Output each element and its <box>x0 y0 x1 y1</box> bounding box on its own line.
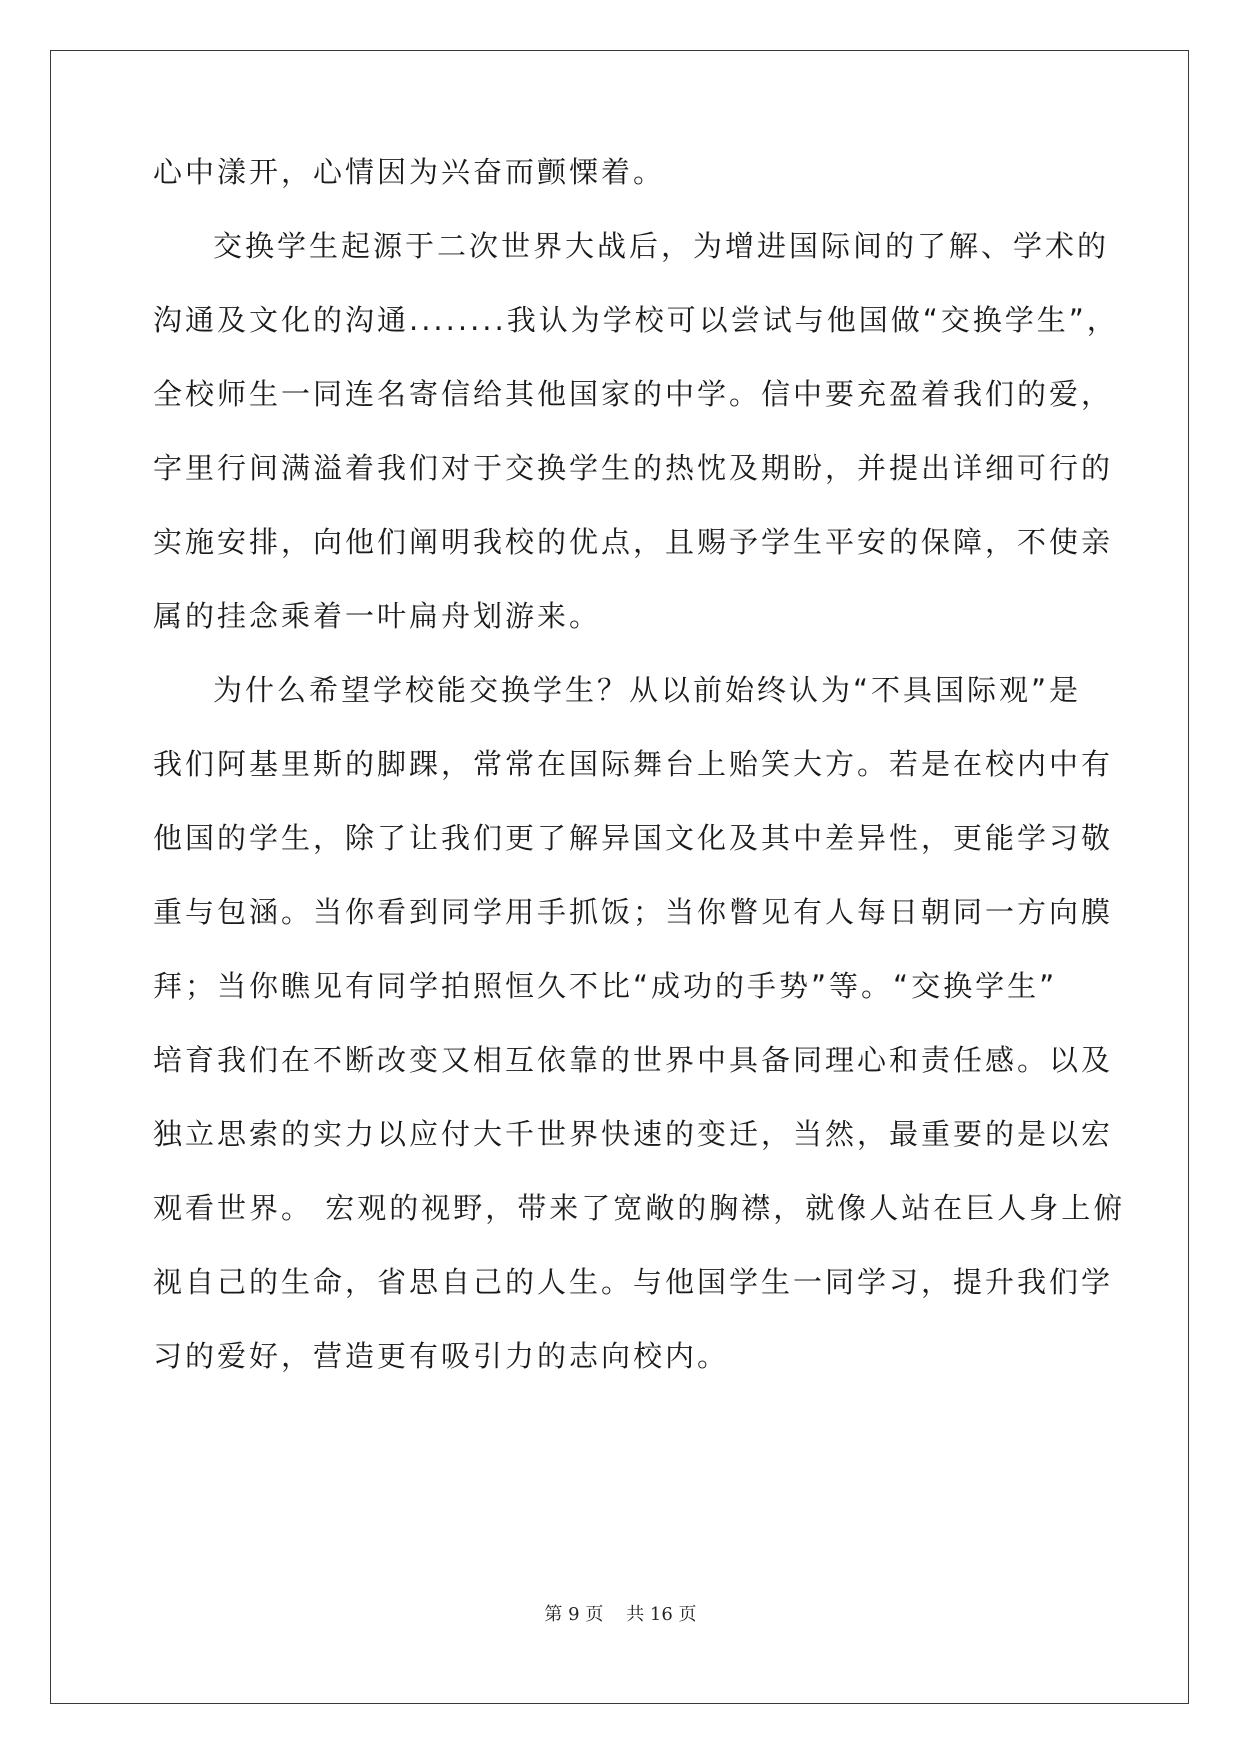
paragraph-first-line: 为什么希望学校能交换学生？从以前始终认为“不具国际观”是 <box>213 673 1082 707</box>
page-border <box>50 50 1189 1704</box>
text-line: 我们阿基里斯的脚踝，常常在国际舞台上贻笑大方。若是在校内中有 <box>153 747 1114 781</box>
text-line: 重与包涵。当你看到同学用手抓饭；当你瞥见有人每日朝同一方向膜 <box>153 895 1114 929</box>
text-line: 拜；当你瞧见有同学拍照恒久不比“成功的手势”等。“交换学生” <box>153 969 1058 1003</box>
text-line: 心中漾开，心情因为兴奋而颤慄着。 <box>153 155 666 189</box>
text-line: 沟通及文化的沟通........我认为学校可以尝试与他国做“交换学生”， <box>153 303 1119 337</box>
text-line: 独立思索的实力以应付大千世界快速的变迁，当然，最重要的是以宏 <box>153 1117 1114 1151</box>
text-line: 全校师生一同连名寄信给其他国家的中学。信中要充盈着我们的爱， <box>153 377 1114 411</box>
text-line: 习的爱好，营造更有吸引力的志向校内。 <box>153 1339 730 1373</box>
text-line: 属的挂念乘着一叶扁舟划游来。 <box>153 599 602 633</box>
text-line: 观看世界。 宏观的视野，带来了宽敞的胸襟，就像人站在巨人身上俯 <box>153 1191 1126 1225</box>
text-line: 培育我们在不断改变又相互依靠的世界中具备同理心和责任感。以及 <box>153 1043 1114 1077</box>
page-number-footer: 第 9 页 共 16 页 <box>544 1604 697 1625</box>
text-line: 字里行间满溢着我们对于交换学生的热忱及期盼，并提出详细可行的 <box>153 451 1114 485</box>
text-line: 他国的学生，除了让我们更了解异国文化及其中差异性，更能学习敬 <box>153 821 1114 855</box>
text-line: 实施安排，向他们阐明我校的优点，且赐予学生平安的保障，不使亲 <box>153 525 1114 559</box>
paragraph-first-line: 交换学生起源于二次世界大战后，为增进国际间的了解、学术的 <box>213 229 1110 263</box>
text-line: 视自己的生命，省思自己的人生。与他国学生一同学习，提升我们学 <box>153 1265 1114 1299</box>
